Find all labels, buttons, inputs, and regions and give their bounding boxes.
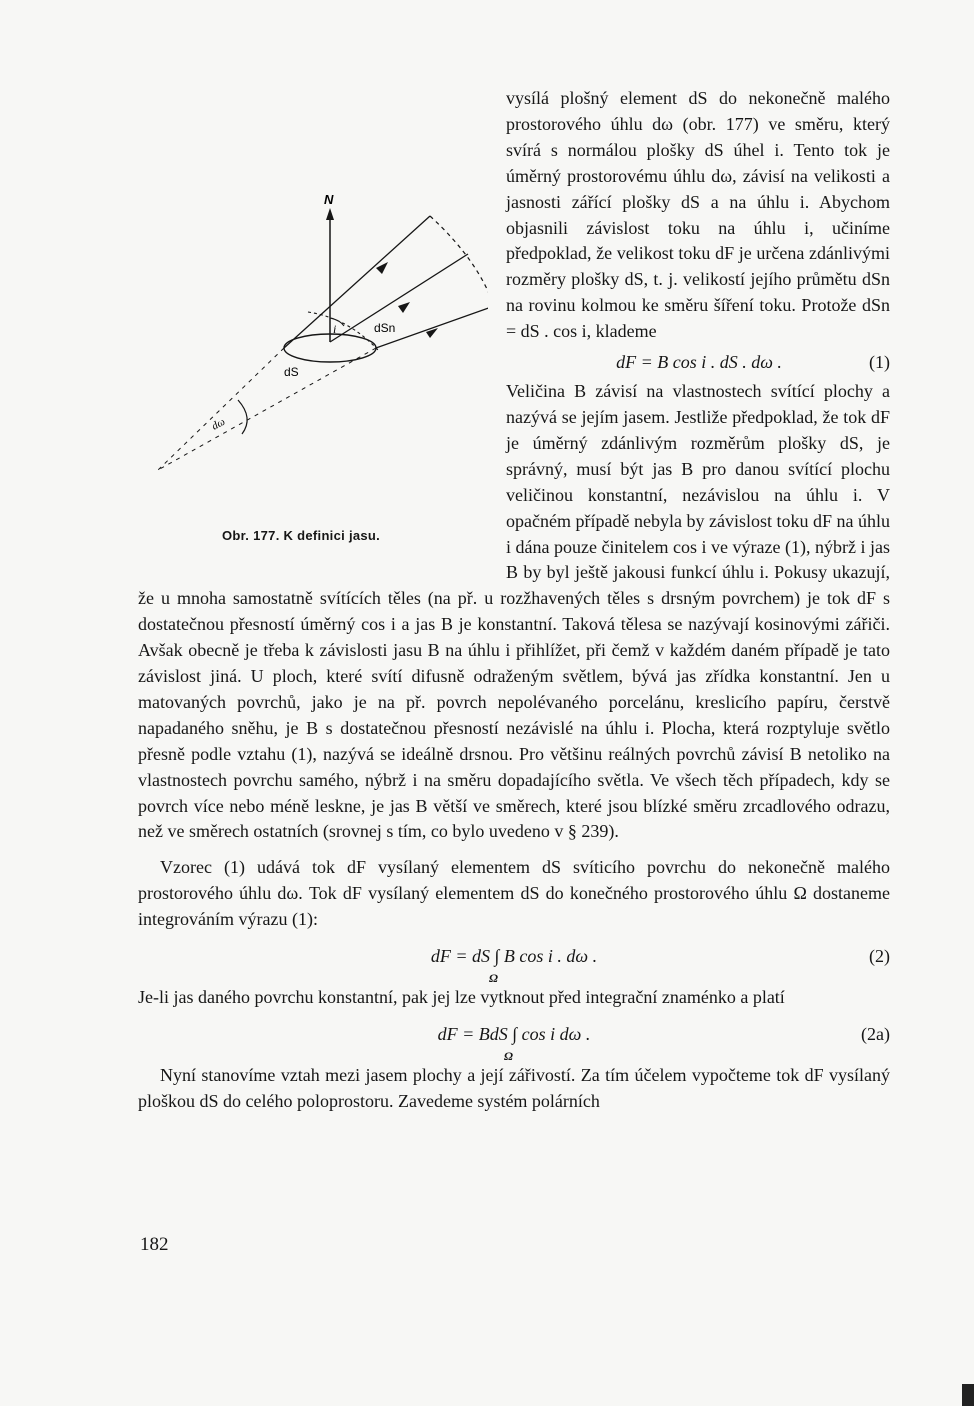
label-i: i <box>333 322 337 336</box>
label-dSn: dSn <box>374 321 396 335</box>
label-dS: dS <box>284 365 299 379</box>
paragraph-3: Vzorec (1) udává tok dF vysílaný elementem dS svíticího povrchu do nekonečně malého prostorového úhlu dω. Tok dF vysílaný elementem dS do konečného prostorového úhlu Ω dostaneme integrováním výrazu (1): <box>138 857 890 930</box>
equation-2 <box>138 941 890 986</box>
paragraph-4: Je-li jas daného povrchu konstantní, pak jej lze vytknout před integrační znaménko a platí <box>138 987 785 1008</box>
figure-caption: Obr. 177. K definici jasu. <box>222 528 381 543</box>
equation-1 <box>508 347 890 377</box>
equation-2-number: (2) <box>869 946 890 967</box>
equation-2a-formula: dF = BdS ∫ cos i dω . <box>437 1024 591 1044</box>
equation-2a-subscript: Ω <box>504 1049 513 1063</box>
equation-1-number: (1) <box>869 352 890 373</box>
equation-2a <box>138 1019 890 1063</box>
page-number: 182 <box>140 1234 169 1255</box>
figure-177 <box>138 190 488 572</box>
cone-diagram <box>138 190 488 530</box>
label-domega: dω <box>209 415 228 433</box>
scan-edge-mark <box>962 1384 974 1406</box>
equation-2-subscript: Ω <box>489 971 498 986</box>
equation-1-formula: dF = B cos i . dS . dω . <box>616 352 782 373</box>
page-body <box>138 86 890 1115</box>
paragraph-1: vysílá plošný element dS do nekonečně malého prostorového úhlu dω (obr. 177) ve směru, který svírá s normálou plošky dS úhel i. Tento tok je úměrný prostorovému úhlu dω, závisí na velikosti a jasnosti zářící plošky dS a na úhlu i. Abychom objasnili závislost toku na úhlu i, učiníme předpoklad, že velikost toku dF je určena zdánlivými rozměry plošky dS, t. j. velikostí jejího průmětu dSn na rovinu kolmou ke směru šíření toku. Protože dSn = dS . cos i, klademe <box>506 88 890 342</box>
paragraph-5: Nyní stanovíme vztah mezi jasem plochy a její zářivostí. Za tím účelem vypočteme tok dF vysílaný ploškou dS do celého poloprostoru. Zavedeme systém polárních <box>138 1065 890 1111</box>
equation-2-formula: dF = dS ∫ B cos i . dω . <box>430 946 598 967</box>
label-N: N <box>324 192 334 207</box>
paragraph-2: Veličina B závisí na vlastnostech svítící plochy a nazývá se jejím jasem. Jestliže předpoklad, že tok dF je úměrný zdánlivým rozměrům plošky dS, je správný, musí být jas B pro danou svítící plochu veličinou konstantní, nezávislou na úhlu i. V opačném případě nebyla by závislost toku dF na úhlu i dána pouze činitelem cos i ve výraze (1), nýbrž i jas B by byl ještě jakousi funkcí úhlu i. Pokusy ukazují, že u mnoha samostatně svítících těles (na př. u rozžhavených těles s drsným povrchem) je tok dF s dostatečnou přesností úměrný cos i a jas B je konstantní. Taková tělesa se nazývají kosinovými zářiči. Avšak obecně je třeba k závislosti jasu B na úhlu i přihlížet, při čemž v každém daném případě je tato závislost jiná. U ploch, které svítí difusně odraženým světlem, bývá jas zřídka konstantní. Jen u matovaných povrchů, jako je na př. povrch nepolévaného porcelánu, kreslicího papíru, čerstvě napadaného sněhu, je B s dostatečnou přesností nezávislé na úhlu i. Plocha, která rozptyluje světlo přesně podle vztahu (1), nazývá se ideálně drsnou. Pro většinu reálných povrchů závisí B netoliko na vlastnostech povrchu samého, nýbrž i na směru dopadajícího světla. Ve všech těch případech, kdy se povrch více nebo méně leskne, je jas B větší ve směrech, které jsou blízké směru zrcadlového odrazu, než ve směrech ostatních (srovnej s tím, co bylo uvedeno v § 239). <box>138 381 890 842</box>
equation-2a-number: (2a) <box>861 1024 890 1044</box>
